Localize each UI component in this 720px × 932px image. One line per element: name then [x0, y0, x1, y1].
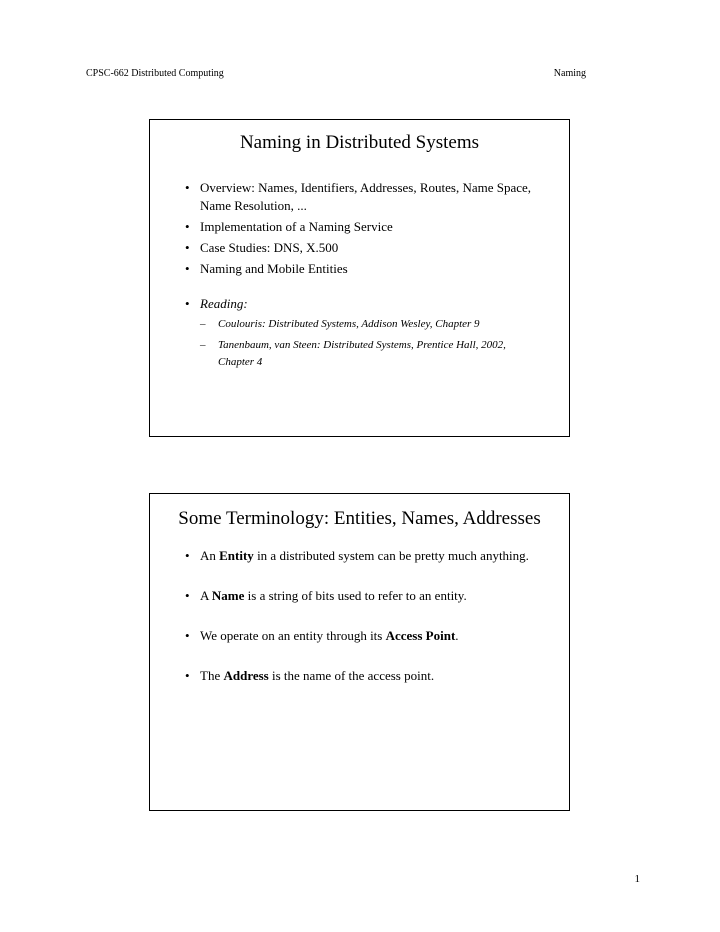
- list-item: [150, 218, 569, 236]
- list-item: [150, 627, 569, 645]
- list-item: [150, 179, 569, 215]
- term-access-point: Access Point: [385, 628, 456, 643]
- bullet-icon: •: [185, 180, 190, 195]
- bullet-list: [150, 547, 569, 685]
- bullet-text: We operate on an entity through its: [200, 628, 386, 643]
- bullet-icon: •: [185, 588, 190, 603]
- term-name: Name: [211, 588, 245, 603]
- slide-title: Naming in Distributed Systems: [239, 132, 480, 153]
- bullet-icon: •: [185, 261, 190, 276]
- slide-title: Some Terminology: Entities, Names, Addresses: [178, 508, 541, 529]
- reading-entry: [200, 337, 533, 371]
- bullet-icon: •: [185, 668, 190, 683]
- bullet-list: [150, 179, 569, 371]
- list-item: [150, 547, 569, 565]
- page-number: 1: [634, 873, 640, 885]
- bullet-text: is a string of bits used to refer to an entity.: [244, 588, 467, 603]
- bullet-text: A: [200, 588, 212, 603]
- bullet-icon: •: [185, 548, 190, 563]
- bullet-icon: •: [185, 628, 190, 643]
- term-address: Address: [223, 668, 269, 683]
- reading-item: [150, 295, 569, 371]
- bullet-text: The: [200, 668, 224, 683]
- list-item: [150, 587, 569, 605]
- reading-list: [200, 316, 533, 371]
- list-item: [150, 667, 569, 685]
- reading-entry: [200, 316, 533, 333]
- header-course-title: CPSC-662 Distributed Computing: [86, 68, 224, 79]
- bullet-text: An: [200, 548, 220, 563]
- header-topic: Naming: [553, 68, 586, 79]
- list-item: [150, 239, 569, 257]
- reading-label: Reading:: [200, 296, 248, 311]
- bullet-icon: •: [185, 219, 190, 234]
- term-entity: Entity: [219, 548, 254, 563]
- bullet-text: Case Studies: DNS, X.500: [200, 240, 339, 255]
- bullet-text: Implementation of a Naming Service: [200, 219, 393, 234]
- bullet-text: is the name of the access point.: [268, 668, 435, 683]
- dash-icon: –: [200, 339, 206, 351]
- list-item: [150, 260, 569, 278]
- dash-icon: –: [200, 318, 206, 330]
- bullet-text: Overview: Names, Identifiers, Addresses, Routes, Name Space, Name Resolution, ...: [200, 180, 532, 213]
- reading-text: Coulouris: Distributed Systems, Addison Wesley, Chapter 9: [218, 318, 480, 330]
- bullet-text: in a distributed system can be pretty much anything.: [253, 548, 529, 563]
- reading-text: Tanenbaum, van Steen: Distributed Systems, Prentice Hall, 2002, Chapter 4: [218, 339, 506, 368]
- bullet-text: .: [455, 628, 459, 643]
- bullet-icon: •: [185, 296, 190, 311]
- slide-terminology: [149, 493, 570, 811]
- bullet-text: Naming and Mobile Entities: [200, 261, 348, 276]
- slide-naming-overview: [149, 119, 570, 437]
- bullet-icon: •: [185, 240, 190, 255]
